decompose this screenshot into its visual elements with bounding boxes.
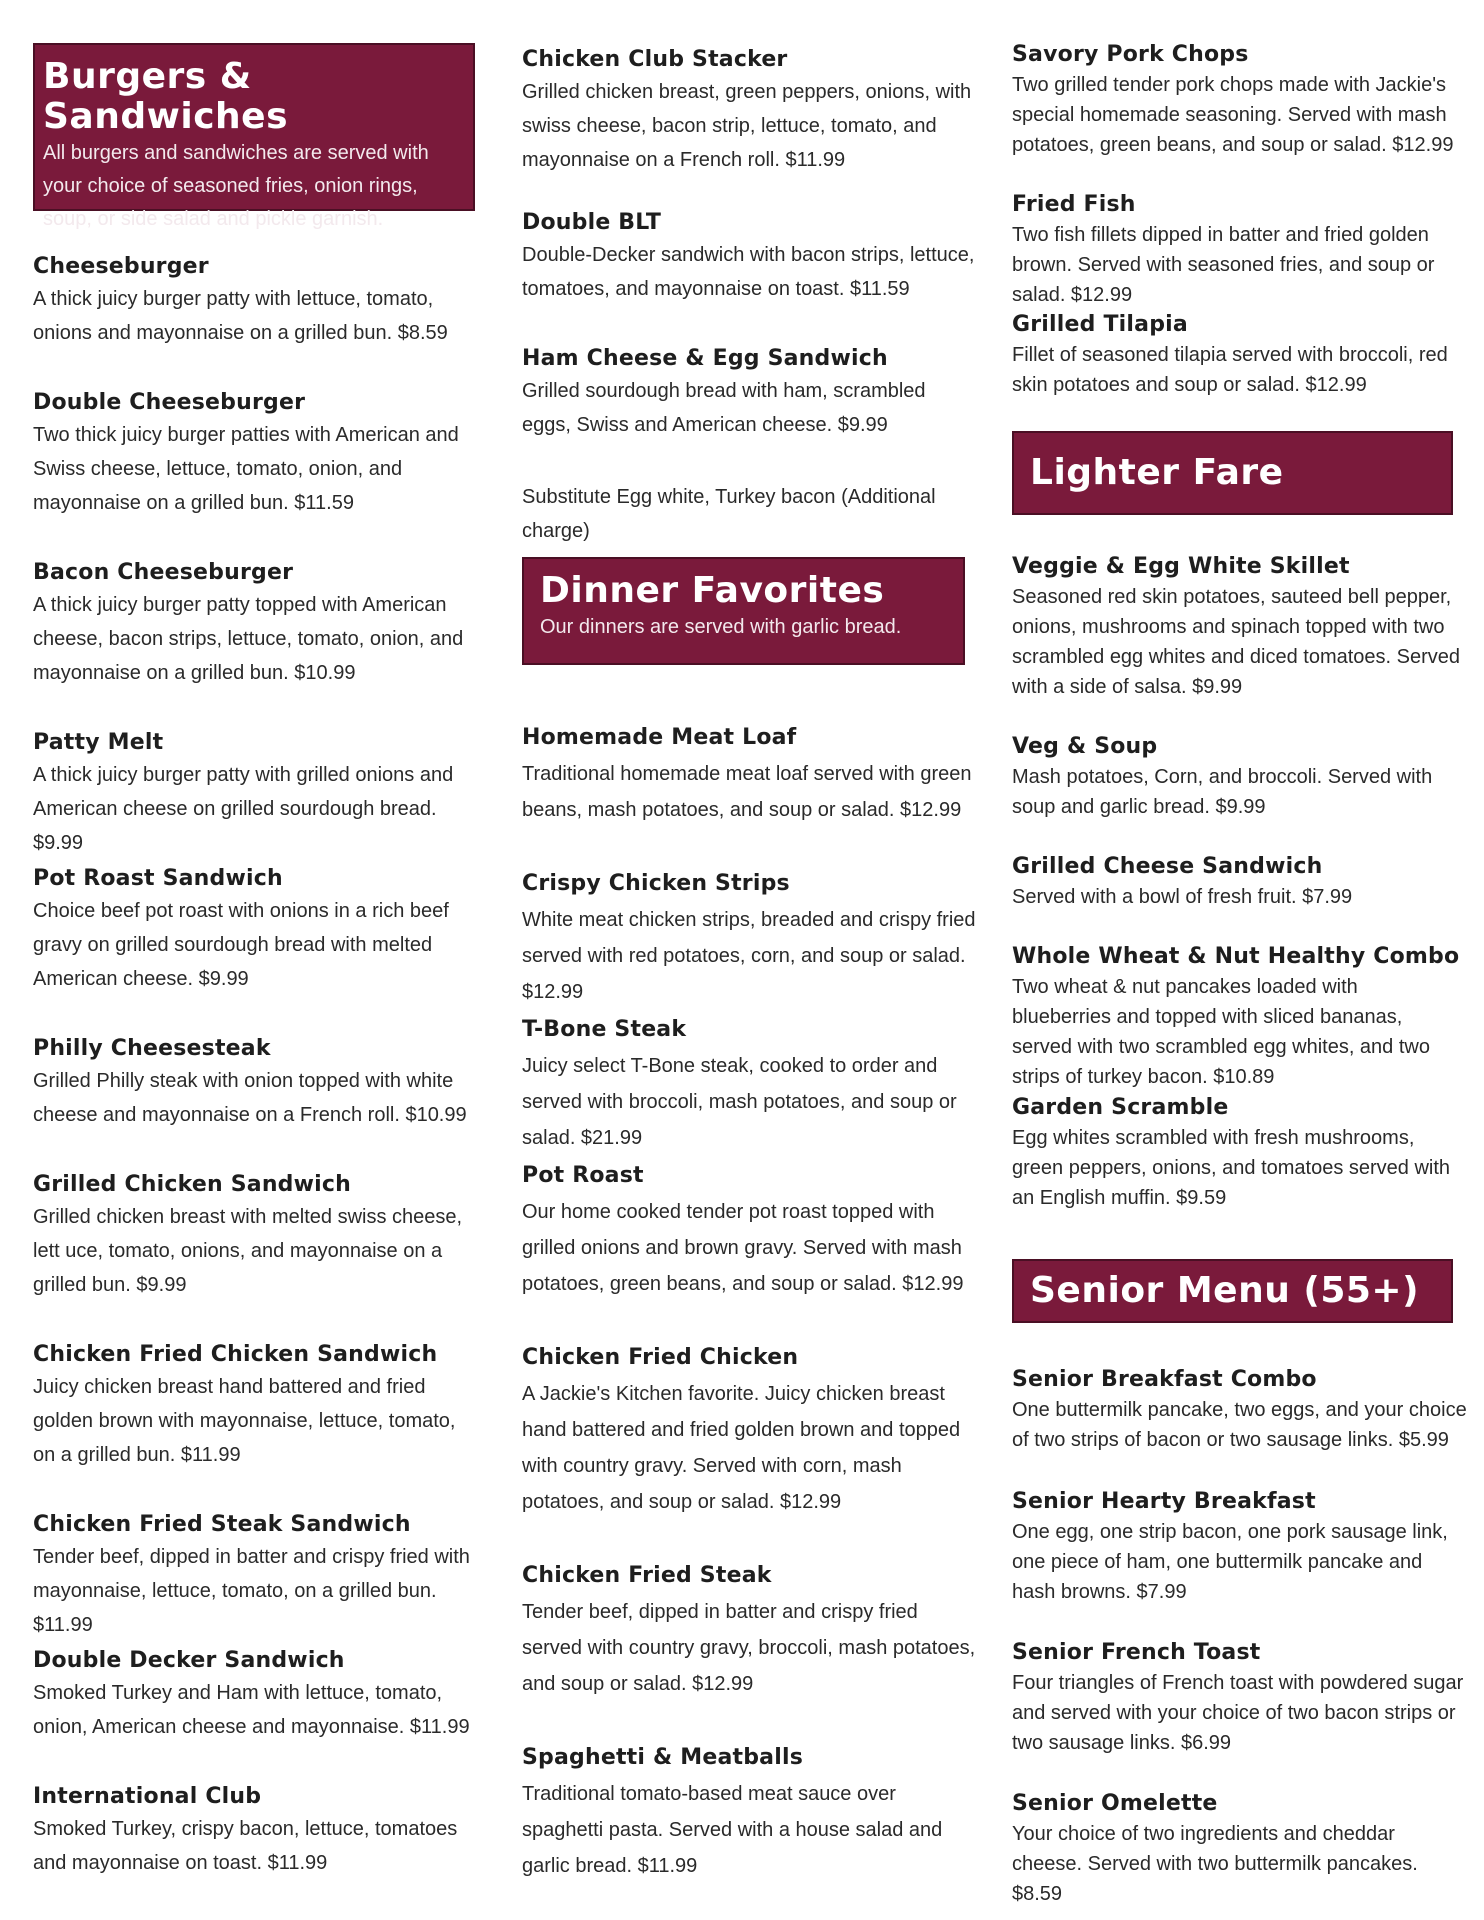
menu-item	[1012, 190, 1462, 310]
item-desc: One egg, one strip bacon, one pork sausage link, one piece of ham, one buttermilk pancake and hash browns. $7.99	[1012, 1521, 1448, 1603]
menu-item	[33, 864, 483, 996]
item-desc: Tender beef, dipped in batter and crispy fried served with country gravy, broccoli, mash potatoes, and soup or salad. $12.99	[522, 1601, 976, 1695]
item-name: Double BLT	[522, 210, 662, 235]
menu-item	[33, 1170, 483, 1302]
item-name: International Club	[33, 1784, 262, 1809]
menu-item	[1012, 552, 1462, 702]
menu-item	[1012, 732, 1462, 822]
burgers-subtitle: All burgers and sandwiches are served with your choice of seasoned fries, onion rings, soup, or side salad and pickle garnish.	[43, 142, 429, 230]
menu-item	[33, 1034, 483, 1132]
item-name: Senior Hearty Breakfast	[1012, 1489, 1316, 1514]
item-name: Chicken Fried Chicken Sandwich	[33, 1342, 438, 1367]
item-name: Fried Fish	[1012, 192, 1136, 217]
item-name: Senior French Toast	[1012, 1640, 1261, 1665]
item-desc: Grilled sourdough bread with ham, scrambled eggs, Swiss and American cheese. $9.99	[522, 380, 926, 436]
item-desc: Seasoned red skin potatoes, sauteed bell pepper, onions, mushrooms and spinach topped with two scrambled egg whites and diced tomatoes. Served with a side of salsa. $9.99	[1012, 586, 1461, 698]
item-name: Patty Melt	[33, 730, 164, 755]
menu-item	[522, 1558, 977, 1702]
menu-item	[522, 1158, 977, 1302]
dinner-title: Dinner Favorites	[540, 570, 885, 611]
item-name: Whole Wheat & Nut Healthy Combo	[1012, 944, 1460, 969]
item-desc: A thick juicy burger patty topped with American cheese, bacon strips, lettuce, tomato, onion, and mayonnaise on a grilled bun. $10.99	[33, 594, 464, 684]
item-name: Pot Roast	[522, 1163, 644, 1188]
item-name: Pot Roast Sandwich	[33, 866, 283, 891]
item-desc: Two grilled tender pork chops made with Jackie's special homemade seasoning. Served with mash potatoes, green beans, and soup or salad. $12.99	[1012, 74, 1454, 156]
menu-item	[1012, 1487, 1467, 1607]
item-desc: Fillet of seasoned tilapia served with broccoli, red skin potatoes and soup or salad. $12.99	[1012, 344, 1448, 396]
item-name: Grilled Cheese Sandwich	[1012, 854, 1323, 879]
dinner-header	[522, 557, 965, 665]
item-desc: A Jackie's Kitchen favorite. Juicy chicken breast hand battered and fried golden brown and topped with country gravy. Served with corn, mash potatoes, and soup or salad. $12.99	[522, 1383, 961, 1513]
item-desc: Grilled chicken breast with melted swiss cheese, lett uce, tomato, onions, and mayonnaise on a grilled bun. $9.99	[33, 1206, 463, 1296]
menu-item	[522, 45, 977, 177]
menu-item	[522, 720, 977, 828]
item-name: Ham Cheese & Egg Sandwich	[522, 346, 888, 371]
item-desc: Two wheat & nut pancakes loaded with blueberries and topped with sliced bananas, served with two scrambled egg whites, and two strips of turkey bacon. $10.89	[1012, 976, 1430, 1088]
menu-item	[1012, 310, 1462, 400]
item-desc: Egg whites scrambled with fresh mushrooms, green peppers, onions, and tomatoes served with an English muffin. $9.59	[1012, 1127, 1451, 1209]
item-desc: Smoked Turkey, crispy bacon, lettuce, tomatoes and mayonnaise on toast. $11.99	[33, 1818, 458, 1874]
item-name: Chicken Fried Steak	[522, 1563, 772, 1588]
menu-item	[1012, 1093, 1462, 1213]
menu-item	[33, 252, 483, 350]
item-desc: Juicy select T-Bone steak, cooked to order and served with broccoli, mash potatoes, and soup or salad. $21.99	[522, 1055, 957, 1149]
menu-item	[1012, 942, 1462, 1092]
burgers-header	[33, 43, 475, 230]
lighter-header	[1012, 431, 1453, 515]
item-name: Savory Pork Chops	[1012, 42, 1249, 67]
menu-item	[33, 728, 483, 860]
item-desc: Smoked Turkey and Ham with lettuce, tomato, onion, American cheese and mayonnaise. $11.99	[33, 1682, 470, 1738]
item-desc: White meat chicken strips, breaded and crispy fried served with red potatoes, corn, and soup or salad. $12.99	[522, 909, 976, 1003]
menu-item	[522, 1340, 977, 1520]
menu-item	[1012, 1789, 1467, 1909]
menu-item	[1012, 1638, 1467, 1758]
item-desc: Tender beef, dipped in batter and crispy fried with mayonnaise, lettuce, tomato, on a grilled bun. $11.99	[33, 1546, 470, 1636]
item-desc: Traditional tomato-based meat sauce over spaghetti pasta. Served with a house salad and garlic bread. $11.99	[522, 1783, 943, 1877]
item-desc: Two fish fillets dipped in batter and fried golden brown. Served with seasoned fries, and soup or salad. $12.99	[1012, 224, 1435, 306]
item-name: Double Decker Sandwich	[33, 1648, 345, 1673]
item-name: Chicken Fried Steak Sandwich	[33, 1512, 411, 1537]
item-desc: Our home cooked tender pot roast topped with grilled onions and brown gravy. Served with mash potatoes, green beans, and soup or salad. $12.99	[522, 1201, 964, 1295]
menu-item	[33, 1510, 483, 1642]
item-desc: Four triangles of French toast with powdered sugar and served with your choice of two bacon strips or two sausage links. $6.99	[1012, 1672, 1464, 1754]
item-desc: Two thick juicy burger patties with American and Swiss cheese, lettuce, tomato, onion, and mayonnaise on a grilled bun. $11.59	[33, 424, 459, 514]
item-name: Chicken Club Stacker	[522, 47, 788, 72]
item-desc: One buttermilk pancake, two eggs, and your choice of two strips of bacon or two sausage links. $5.99	[1012, 1399, 1467, 1451]
item-name: Senior Omelette	[1012, 1791, 1218, 1816]
item-name: Chicken Fried Chicken	[522, 1345, 799, 1370]
item-desc: Your choice of two ingredients and cheddar cheese. Served with two buttermilk pancakes. $8.59	[1012, 1823, 1418, 1905]
item-name: Double Cheeseburger	[33, 390, 306, 415]
item-name: Philly Cheesesteak	[33, 1036, 271, 1061]
item-desc: Double-Decker sandwich with bacon strips, lettuce, tomatoes, and mayonnaise on toast. $11.59	[522, 244, 975, 300]
item-name: Cheeseburger	[33, 254, 209, 279]
menu-item	[33, 1646, 483, 1744]
burgers-title: Burgers & Sandwiches	[43, 56, 289, 137]
item-name: Grilled Chicken Sandwich	[33, 1172, 351, 1197]
item-name: Grilled Tilapia	[1012, 312, 1188, 337]
menu-item	[522, 866, 977, 1010]
menu-item	[522, 208, 977, 306]
senior-header	[1012, 1259, 1453, 1323]
item-name: Veg & Soup	[1012, 734, 1158, 759]
item-name: Senior Breakfast Combo	[1012, 1367, 1317, 1392]
menu-item	[522, 1740, 977, 1884]
menu-item	[522, 344, 977, 442]
item-name: Crispy Chicken Strips	[522, 871, 790, 896]
item-desc: Mash potatoes, Corn, and broccoli. Served with soup and garlic bread. $9.99	[1012, 766, 1433, 818]
dinner-subtitle: Our dinners are served with garlic bread.	[540, 616, 902, 638]
item-name: T-Bone Steak	[522, 1017, 687, 1042]
item-name: Homemade Meat Loaf	[522, 725, 797, 750]
menu-item	[33, 558, 483, 690]
item-desc: Grilled Philly steak with onion topped with white cheese and mayonnaise on a French roll. $10.99	[33, 1070, 467, 1126]
menu-item	[522, 1012, 977, 1156]
item-desc: Juicy chicken breast hand battered and fried golden brown with mayonnaise, lettuce, tomato, on a grilled bun. $11.99	[33, 1376, 456, 1466]
item-desc: Choice beef pot roast with onions in a rich beef gravy on grilled sourdough bread with melted American cheese. $9.99	[33, 900, 449, 990]
item-desc: Grilled chicken breast, green peppers, onions, with swiss cheese, bacon strip, lettuce, tomato, and mayonnaise on a French roll. $11.99	[522, 81, 972, 171]
menu-item	[1012, 40, 1462, 160]
menu-item	[33, 1340, 483, 1472]
menu-item	[1012, 852, 1462, 912]
item-desc: A thick juicy burger patty with lettuce, tomato, onions and mayonnaise on a grilled bun. $8.59	[33, 288, 448, 344]
substitution-note: Substitute Egg white, Turkey bacon (Additional charge)	[522, 486, 936, 542]
menu-item	[1012, 1365, 1467, 1455]
lighter-title: Lighter Fare	[1030, 452, 1284, 493]
menu-item	[33, 388, 483, 520]
senior-title: Senior Menu (55+)	[1030, 1270, 1420, 1311]
item-desc: Served with a bowl of fresh fruit. $7.99	[1012, 886, 1353, 908]
menu-item	[33, 1782, 483, 1880]
item-name: Bacon Cheeseburger	[33, 560, 294, 585]
item-desc: Traditional homemade meat loaf served with green beans, mash potatoes, and soup or salad. $12.99	[522, 763, 972, 821]
item-name: Spaghetti & Meatballs	[522, 1745, 803, 1770]
item-name: Veggie & Egg White Skillet	[1012, 554, 1350, 579]
item-name: Garden Scramble	[1012, 1095, 1229, 1120]
item-desc: A thick juicy burger patty with grilled onions and American cheese on grilled sourdough bread. $9.99	[33, 764, 454, 854]
